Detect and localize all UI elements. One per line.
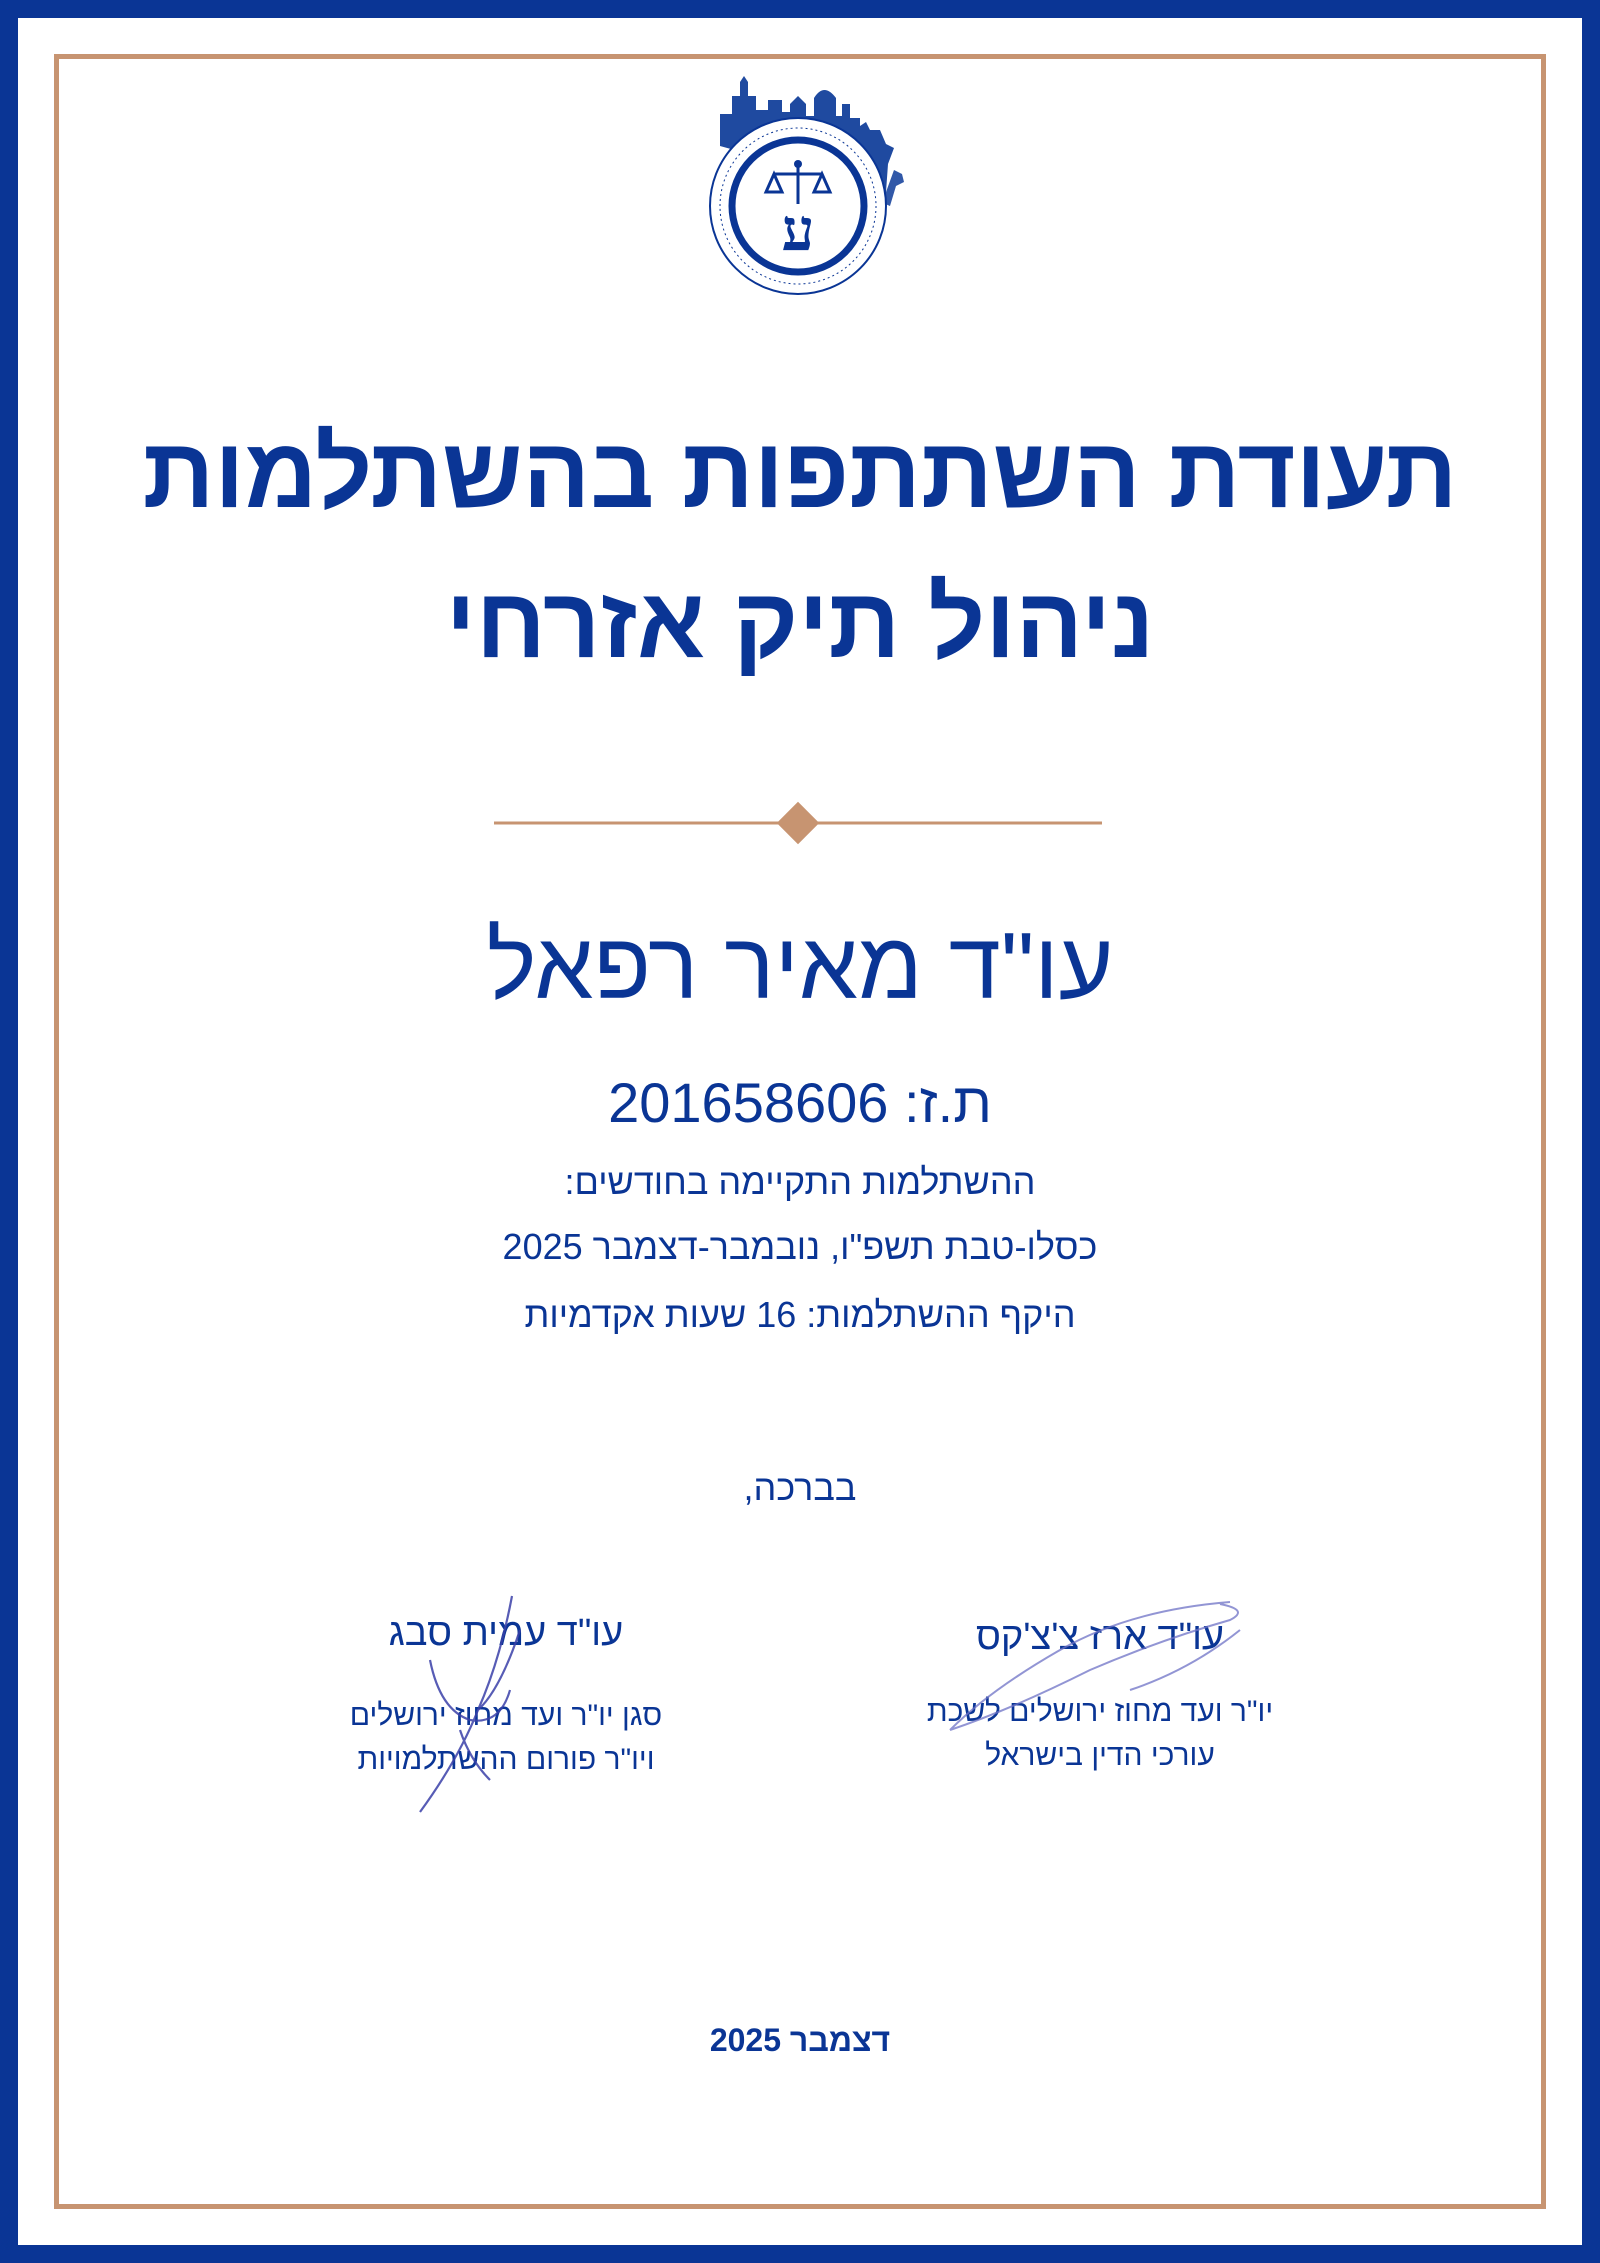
course-scope: היקף ההשתלמות: 16 שעות אקדמיות xyxy=(524,1294,1076,1335)
bar-association-logo xyxy=(690,74,916,306)
ornamental-divider xyxy=(494,798,1102,848)
recipient-name: עו"ד מאיר רפאל xyxy=(486,913,1114,1018)
logo-letter: ע xyxy=(781,196,815,264)
held-intro: ההשתלמות התקיימה בחודשים: xyxy=(564,1161,1036,1202)
signer-chair-role-line2: עורכי הדין בישראל xyxy=(985,1739,1215,1772)
certificate-title-line2: ניהול תיק אזרחי xyxy=(445,567,1155,679)
certificate-date: דצמבר 2025 xyxy=(709,2022,891,2058)
signer-deputy-role-line2: ויו"ר פורום ההשתלמויות xyxy=(357,1743,655,1776)
recipient-id: ת.ז: 201658606 xyxy=(608,1071,992,1134)
held-dates: כסלו-טבת תשפ"ו, נובמבר-דצמבר 2025 xyxy=(502,1226,1098,1267)
signer-deputy-role-line1: סגן יו"ר ועד מחוז ירושלים xyxy=(349,1699,663,1732)
signer-deputy-name: עו"ד עמית סבג xyxy=(388,1612,624,1654)
signature-chair xyxy=(930,1590,1260,1740)
signature-deputy xyxy=(400,1590,550,1820)
signer-chair-name: עו"ד ארז צ'צ'קס xyxy=(975,1616,1225,1658)
greeting: בברכה, xyxy=(743,1467,857,1508)
signer-chair-role-line1: יו"ר ועד מחוז ירושלים לשכת xyxy=(926,1695,1274,1728)
certificate-title-line1: תעודת השתתפות בהשתלמות xyxy=(142,417,1458,529)
